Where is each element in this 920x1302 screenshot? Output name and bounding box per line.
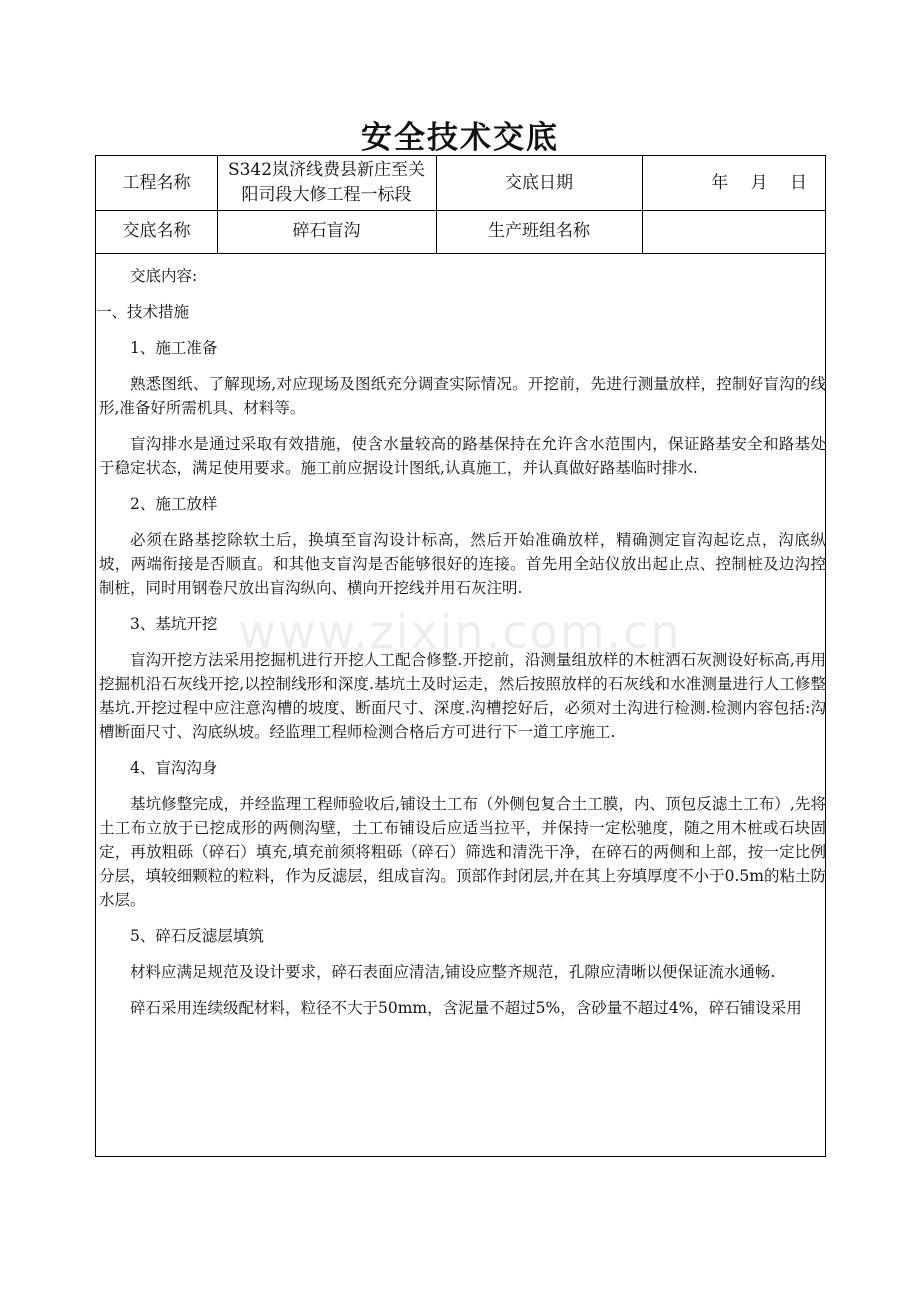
item-heading: 3、基坑开挖 bbox=[130, 615, 218, 633]
document-title: 安全技术交底 bbox=[361, 120, 559, 156]
item-heading: 5、碎石反滤层填筑 bbox=[130, 927, 264, 945]
watermark: www.zixin.com.cn bbox=[238, 605, 682, 659]
content-intro: 交底内容: bbox=[130, 267, 198, 285]
paragraph: 必须在路基挖除软土后，换填至盲沟设计标高，然后开始准确放样，精确测定盲沟起讫点，沟底纵坡，两端衔接是否顺直。和其他支盲沟是否能够很好的连接。首先用全站仪放出起止点、控制桩及边沟控制桩，同时用钢卷尺放出盲沟纵向、横向开挖线并用石灰注明. bbox=[99, 531, 826, 597]
section-heading: 一、技术措施 bbox=[96, 303, 190, 321]
row-divider bbox=[96, 253, 825, 254]
paragraph: 基坑修整完成，并经监理工程师验收后,铺设土工布（外侧包复合土工膜，内、顶包反滤土工布）,先将土工布立放于已挖成形的两侧沟壁，土工布铺设后应适当拉平，并保持一定松驰度，随之用木桩或石块固定，再放粗砾（碎石）填充,填充前须将粗砾（碎石）筛选和清洗干净，在碎石的两侧和上部，按一定比例分层，填较细颗粒的粒料，作为反滤层，组成盲沟。顶部作封闭层,并在其上夯填厚度不小于0.5m的粘土防水层。 bbox=[99, 795, 826, 909]
disclosure-content bbox=[96, 256, 827, 1156]
paragraph: 盲沟排水是通过采取有效措施，使含水量较高的路基保持在允许含水范围内，保证路基安全和路基处于稳定状态，满足使用要求。施工前应据设计图纸,认真施工，并认真做好路基临时排水. bbox=[99, 435, 826, 477]
team-value bbox=[642, 210, 827, 253]
paragraph: 盲沟开挖方法采用挖掘机进行开挖人工配合修整.开挖前，沿测量组放样的木桩洒石灰测设好标高,再用挖掘机沿石灰线开挖,以控制线形和深度.基坑土及时运走，然后按照放样的石灰线和水准测量进行人工修整基坑.开挖过程中应注意沟槽的坡度、断面尺寸、深度.沟槽挖好后，必须对土沟进行检测.检测内容包括:沟槽断面尺寸、沟底纵坡。经监理工程师检测合格后方可进行下一道工序施工. bbox=[99, 651, 826, 741]
item-heading: 4、盲沟沟身 bbox=[130, 759, 218, 777]
paragraph: 熟悉图纸、了解现场,对应现场及图纸充分调查实际情况。开挖前，先进行测量放样，控制好盲沟的线形,准备好所需机具、材料等。 bbox=[99, 375, 826, 417]
item-heading: 1、施工准备 bbox=[130, 339, 218, 357]
item-heading: 2、施工放样 bbox=[130, 495, 218, 513]
disclosure-name-label: 交底名称 bbox=[122, 221, 191, 241]
disclosure-form bbox=[95, 155, 826, 1157]
project-name-value: S342岚济线费县新庄至关阳司段大修工程一标段 bbox=[227, 160, 426, 205]
project-name-label: 工程名称 bbox=[122, 172, 191, 193]
paragraph: 碎石采用连续级配材料，粒径不大于50mm，含泥量不超过5%，含砂量不超过4%，碎石铺设采用 bbox=[130, 999, 802, 1017]
paragraph: 材料应满足规范及设计要求，碎石表面应清洁,铺设应整齐规范，孔隙应清晰以便保证流水通畅. bbox=[130, 963, 776, 981]
team-label: 生产班组名称 bbox=[488, 221, 590, 241]
date-value: 年 月 日 bbox=[711, 172, 807, 193]
date-label: 交底日期 bbox=[505, 172, 573, 193]
disclosure-name-value: 碎石盲沟 bbox=[292, 221, 361, 241]
